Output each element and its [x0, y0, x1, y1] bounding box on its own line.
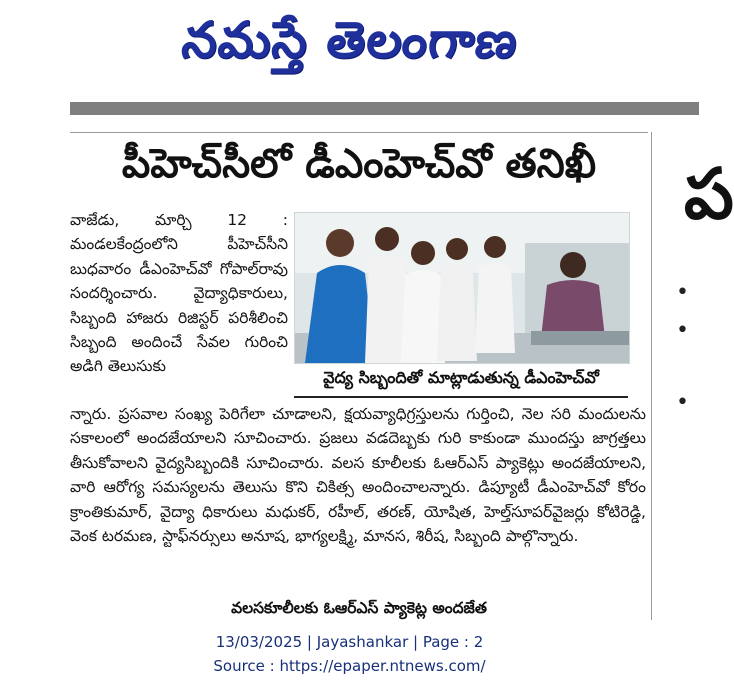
- bullet-icon: •: [676, 280, 689, 305]
- article-body-intro: వాజేడు, మార్చి 12 : మండలకేంద్రంలోని పీహెచ్‌సీని బుధవారం డీఎంహెచ్‌వో గోపాల్‌రావు సందర్శించారు. వైద్యాధికారులు, సిబ్బంది హాజరు రిజిస్టర్ పరిశీలించి సిబ్బంది అందించే సేవల గురించి అడిగి తెలుసుకు: [70, 211, 288, 376]
- caption-underline: [294, 396, 628, 398]
- footer-source[interactable]: Source : https://epaper.ntnews.com/: [213, 657, 486, 675]
- bullet-icon: •: [676, 390, 689, 415]
- adjacent-article-fragment: [654, 134, 734, 624]
- adjacent-headline-fragment: ప: [684, 153, 734, 235]
- photo-caption: వైద్య సిబ్బందితో మాట్లాడుతున్న డీఎంహెచ్‌వో: [323, 368, 599, 387]
- article-subheading: వలసకూలీలకు ఓఆర్ఎస్ ప్యాకెట్ల అందజేత: [231, 599, 487, 617]
- page-footer: [0, 630, 699, 682]
- bullet-icon: •: [676, 318, 689, 343]
- column-divider: [651, 132, 652, 620]
- masthead: [0, 0, 699, 88]
- news-photo-illustration: [295, 213, 629, 363]
- header-divider: [70, 102, 699, 115]
- headline-top-rule: [70, 132, 648, 133]
- footer-date-page: 13/03/2025 | Jayashankar | Page : 2: [215, 633, 484, 651]
- article-photo: [294, 212, 630, 364]
- newspaper-logo: నమస్తే తెలంగాణ: [179, 11, 521, 69]
- article-body: న్నారు. ప్రసవాల సంఖ్య పెరిగేలా చూడాలని, క్షయవ్యాధిగ్రస్తులను గుర్తించి, నెల సరి మందులను సకాలంలో అందజేయాలని సూచించారు. ప్రజలు వడదెబ్బకు గురి కాకుండా ముందస్తు జాగ్రత్తలు తీసుకోవాలని వైద్యసిబ్బందికి సూచించారు. వలస కూలీలకు ఓఆర్ఎస్ ప్యాకెట్లు అందజేయాలని, వారి ఆరోగ్య సమస్యలను తెలుసు కొని చికిత్స అందించాలన్నారు. డిప్యూటీ డీఎంహెచ్‌వో కోరం క్రాంతికుమార్, వైద్యా ధికారులు మధుకర్, రహీల్, తరణ్, యోషిత, హెల్త్‌సూపర్‌వైజర్లు కోటిరెడ్డి, వెంక టరమణ, స్టాఫ్‌నర్సులు అనూష, భాగ్యలక్ష్మి, మానస, శిరీష, సిబ్బంది పాల్గొన్నారు.: [70, 405, 646, 546]
- article-headline: పీహెచ్‌సీలో డీఎంహెచ్‌వో తనిఖీ: [121, 141, 597, 187]
